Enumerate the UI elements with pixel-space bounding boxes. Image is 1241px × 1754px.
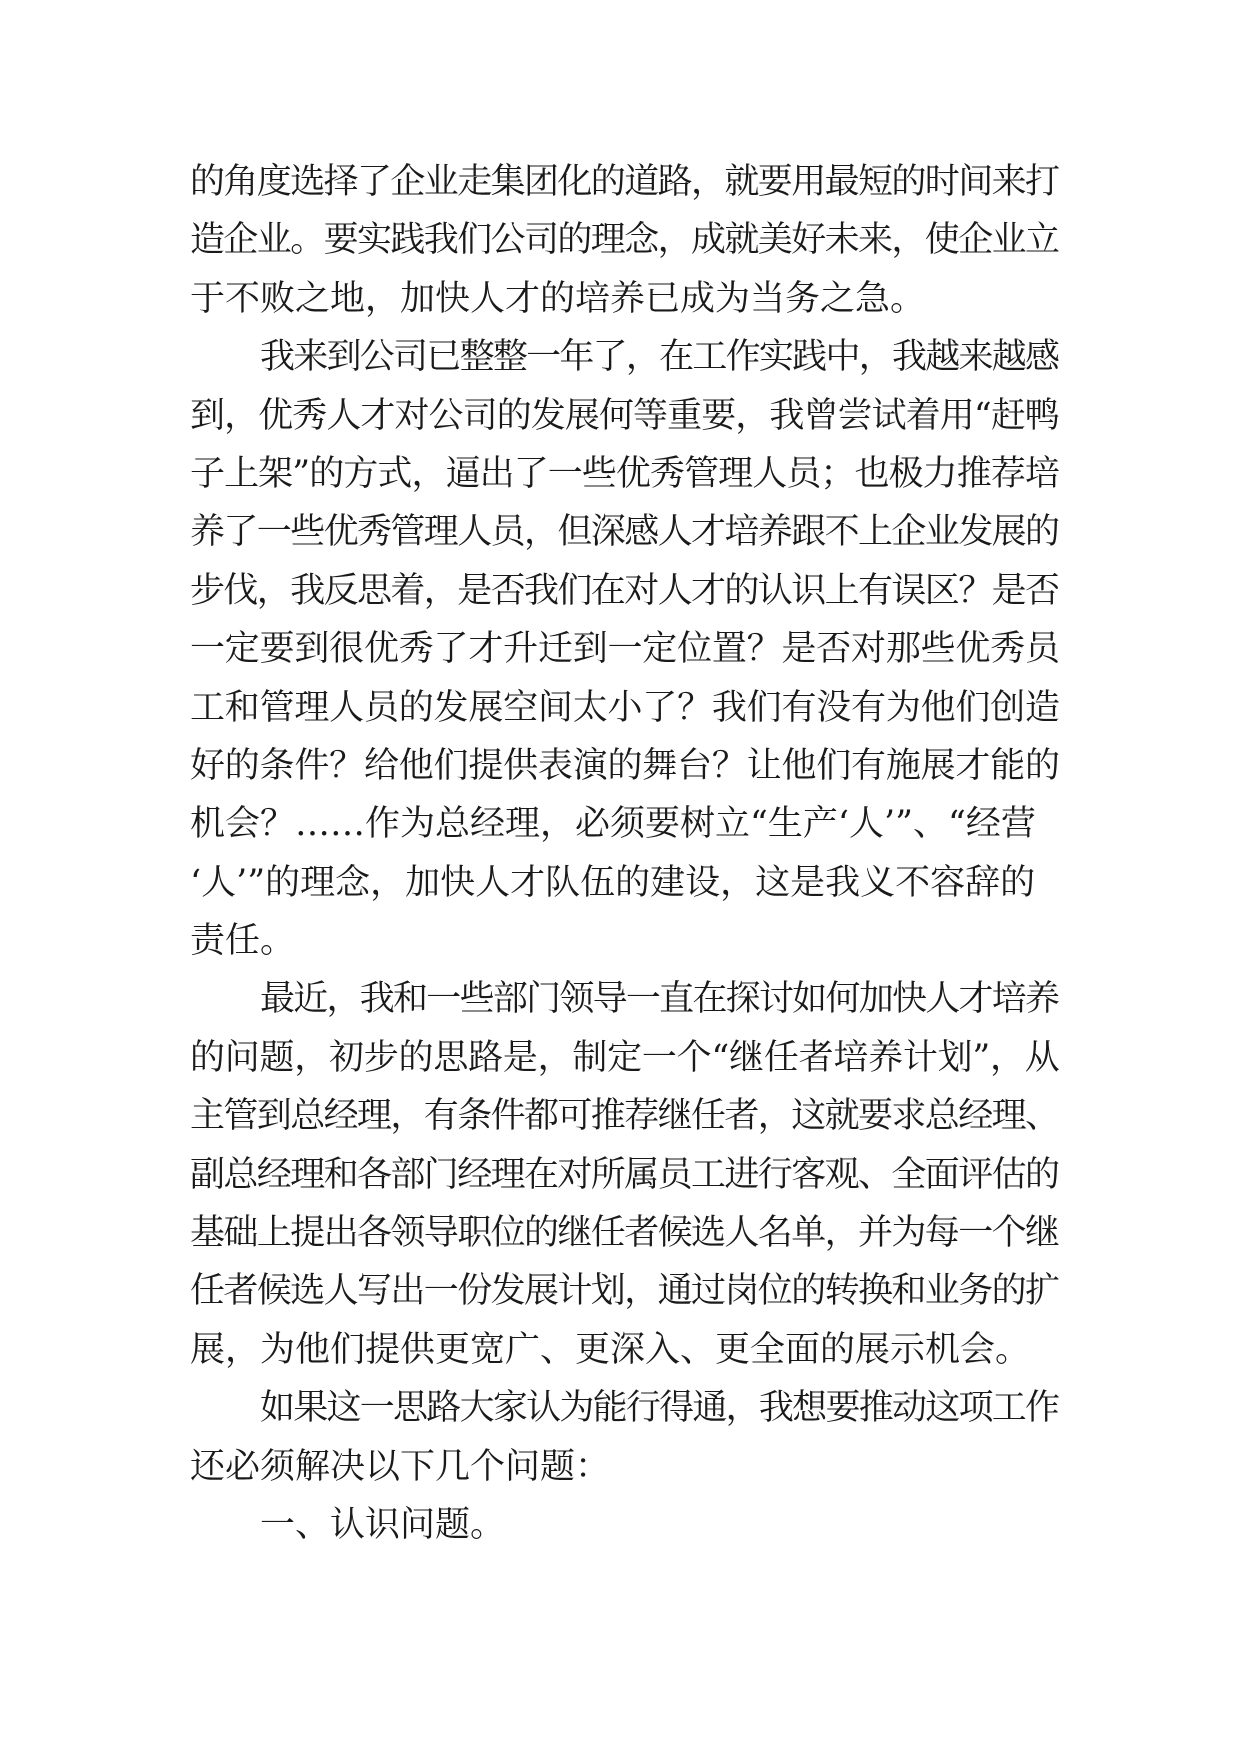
text-line: 一定要到很优秀了才升迁到一定位置？是否对那些优秀员 bbox=[190, 629, 1060, 670]
text-line: 如果这一思路大家认为能行得通，我想要推动这项工作 bbox=[260, 1388, 1059, 1429]
text-line: ‘人’”的理念，加快人才队伍的建设，这是我义不容辞的 bbox=[190, 862, 1036, 903]
text-line: 最近，我和一些部门领导一直在探讨如何加快人才培养 bbox=[260, 979, 1059, 1020]
text-line: 一、认识问题。 bbox=[260, 1504, 506, 1545]
text-line: 还必须解决以下几个问题： bbox=[190, 1446, 611, 1487]
document-body bbox=[190, 153, 1060, 1554]
text-line: 造企业。要实践我们公司的理念，成就美好未来，使企业立 bbox=[190, 220, 1059, 261]
text-line: 的角度选择了企业走集团化的道路，就要用最短的时间来打 bbox=[190, 162, 1059, 202]
text-line: 主管到总经理，有条件都可推荐继任者，这就要求总经理、 bbox=[190, 1096, 1059, 1137]
text-line: 我来到公司已整整一年了，在工作实践中，我越来越感 bbox=[260, 337, 1059, 378]
text-line: 养了一些优秀管理人员，但深感人才培养跟不上企业发展的 bbox=[190, 512, 1059, 553]
text-line: 任者候选人写出一份发展计划，通过岗位的转换和业务的扩 bbox=[190, 1271, 1059, 1312]
text-line: 步伐，我反思着，是否我们在对人才的认识上有误区？是否 bbox=[190, 570, 1059, 611]
text-line: 到，优秀人才对公司的发展何等重要，我曾尝试着用“赶鸭 bbox=[190, 395, 1059, 436]
text-line: 责任。 bbox=[190, 921, 296, 962]
text-line: 展，为他们提供更宽广、更深入、更全面的展示机会。 bbox=[190, 1329, 1031, 1370]
text-line: 副总经理和各部门经理在对所属员工进行客观、全面评估的 bbox=[190, 1154, 1059, 1195]
text-line: 工和管理人员的发展空间太小了？我们有没有为他们创造 bbox=[190, 687, 1060, 728]
text-line: 子上架”的方式，逼出了一些优秀管理人员；也极力推荐培 bbox=[190, 453, 1059, 494]
text-line: 于不败之地，加快人才的培养已成为当务之急。 bbox=[190, 278, 926, 319]
text-line: 基础上提出各领导职位的继任者候选人名单，并为每一个继 bbox=[190, 1213, 1059, 1254]
text-line: 的问题，初步的思路是，制定一个“继任者培养计划”，从 bbox=[190, 1037, 1060, 1078]
text-line: 机会？……作为总经理，必须要树立“生产‘人’”、“经营 bbox=[190, 804, 1036, 845]
text-line: 好的条件？给他们提供表演的舞台？让他们有施展才能的 bbox=[190, 745, 1060, 786]
